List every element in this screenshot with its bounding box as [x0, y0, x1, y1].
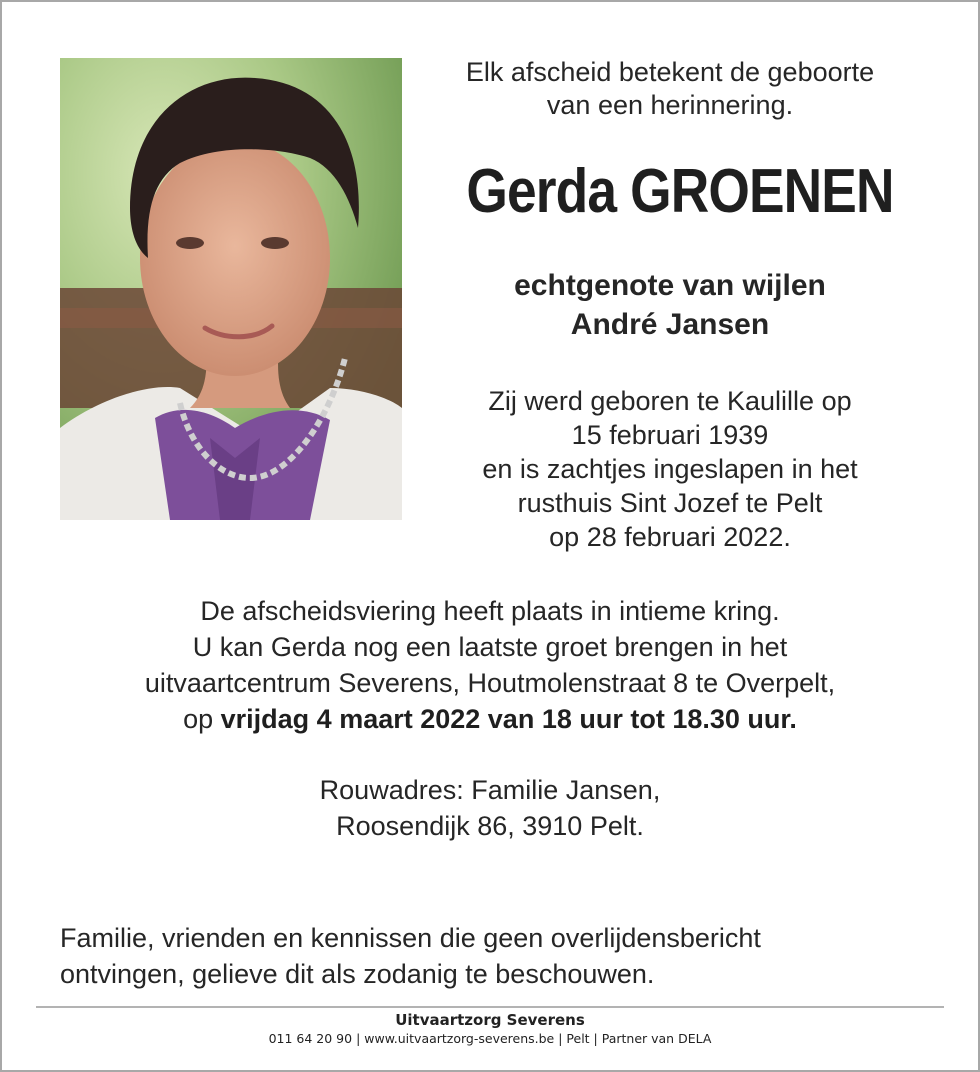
portrait-photo: [60, 58, 402, 520]
relation-line-1: echtgenote van wijlen: [514, 269, 826, 302]
mourning-address: [40, 772, 940, 844]
ceremony-line-3: uitvaartcentrum Severens, Houtmolenstraat 8 te Overpelt,: [144, 668, 836, 698]
bio-line-5: op 28 februari 2022.: [549, 522, 791, 552]
notice-text: [60, 920, 940, 992]
funeral-company-name: Uitvaartzorg Severens: [395, 1011, 585, 1029]
relation-line-2: André Jansen: [570, 308, 770, 341]
birth-death-details: [420, 384, 920, 554]
footer-divider: [36, 1006, 944, 1008]
ceremony-date-time: vrijdag 4 maart 2022 van 18 uur tot 18.30 uur.: [220, 704, 797, 734]
ceremony-line-2: U kan Gerda nog een laatste groet brengen in het: [192, 632, 788, 662]
address-line-2: Roosendijk 86, 3910 Pelt.: [336, 811, 644, 841]
memorial-quote: [420, 56, 920, 122]
spouse-relation: [420, 266, 920, 344]
quote-line-1: Elk afscheid betekent de geboorte: [465, 57, 875, 87]
address-line-1: Rouwadres: Familie Jansen,: [319, 775, 661, 805]
notice-line-2: ontvingen, gelieve dit als zodanig te beschouwen.: [60, 959, 655, 989]
quote-line-2: van een herinnering.: [546, 90, 794, 120]
bio-line-1: Zij werd geboren te Kaulille op: [488, 386, 852, 416]
funeral-company-details: 011 64 20 90 | www.uitvaartzorg-severens.be | Pelt | Partner van DELA: [268, 1031, 712, 1046]
ceremony-info: [40, 593, 940, 737]
ceremony-line-1: De afscheidsviering heeft plaats in intieme kring.: [200, 596, 780, 626]
bio-line-3: en is zachtjes ingeslapen in het: [482, 454, 858, 484]
ceremony-line-4: [40, 701, 940, 737]
bio-line-4: rusthuis Sint Jozef te Pelt: [517, 488, 823, 518]
deceased-name: Gerda GROENEN: [466, 157, 894, 226]
ceremony-date-prefix: op: [183, 704, 214, 734]
notice-line-1: Familie, vrienden en kennissen die geen overlijdensbericht: [60, 923, 761, 953]
bio-line-2: 15 februari 1939: [571, 420, 769, 450]
